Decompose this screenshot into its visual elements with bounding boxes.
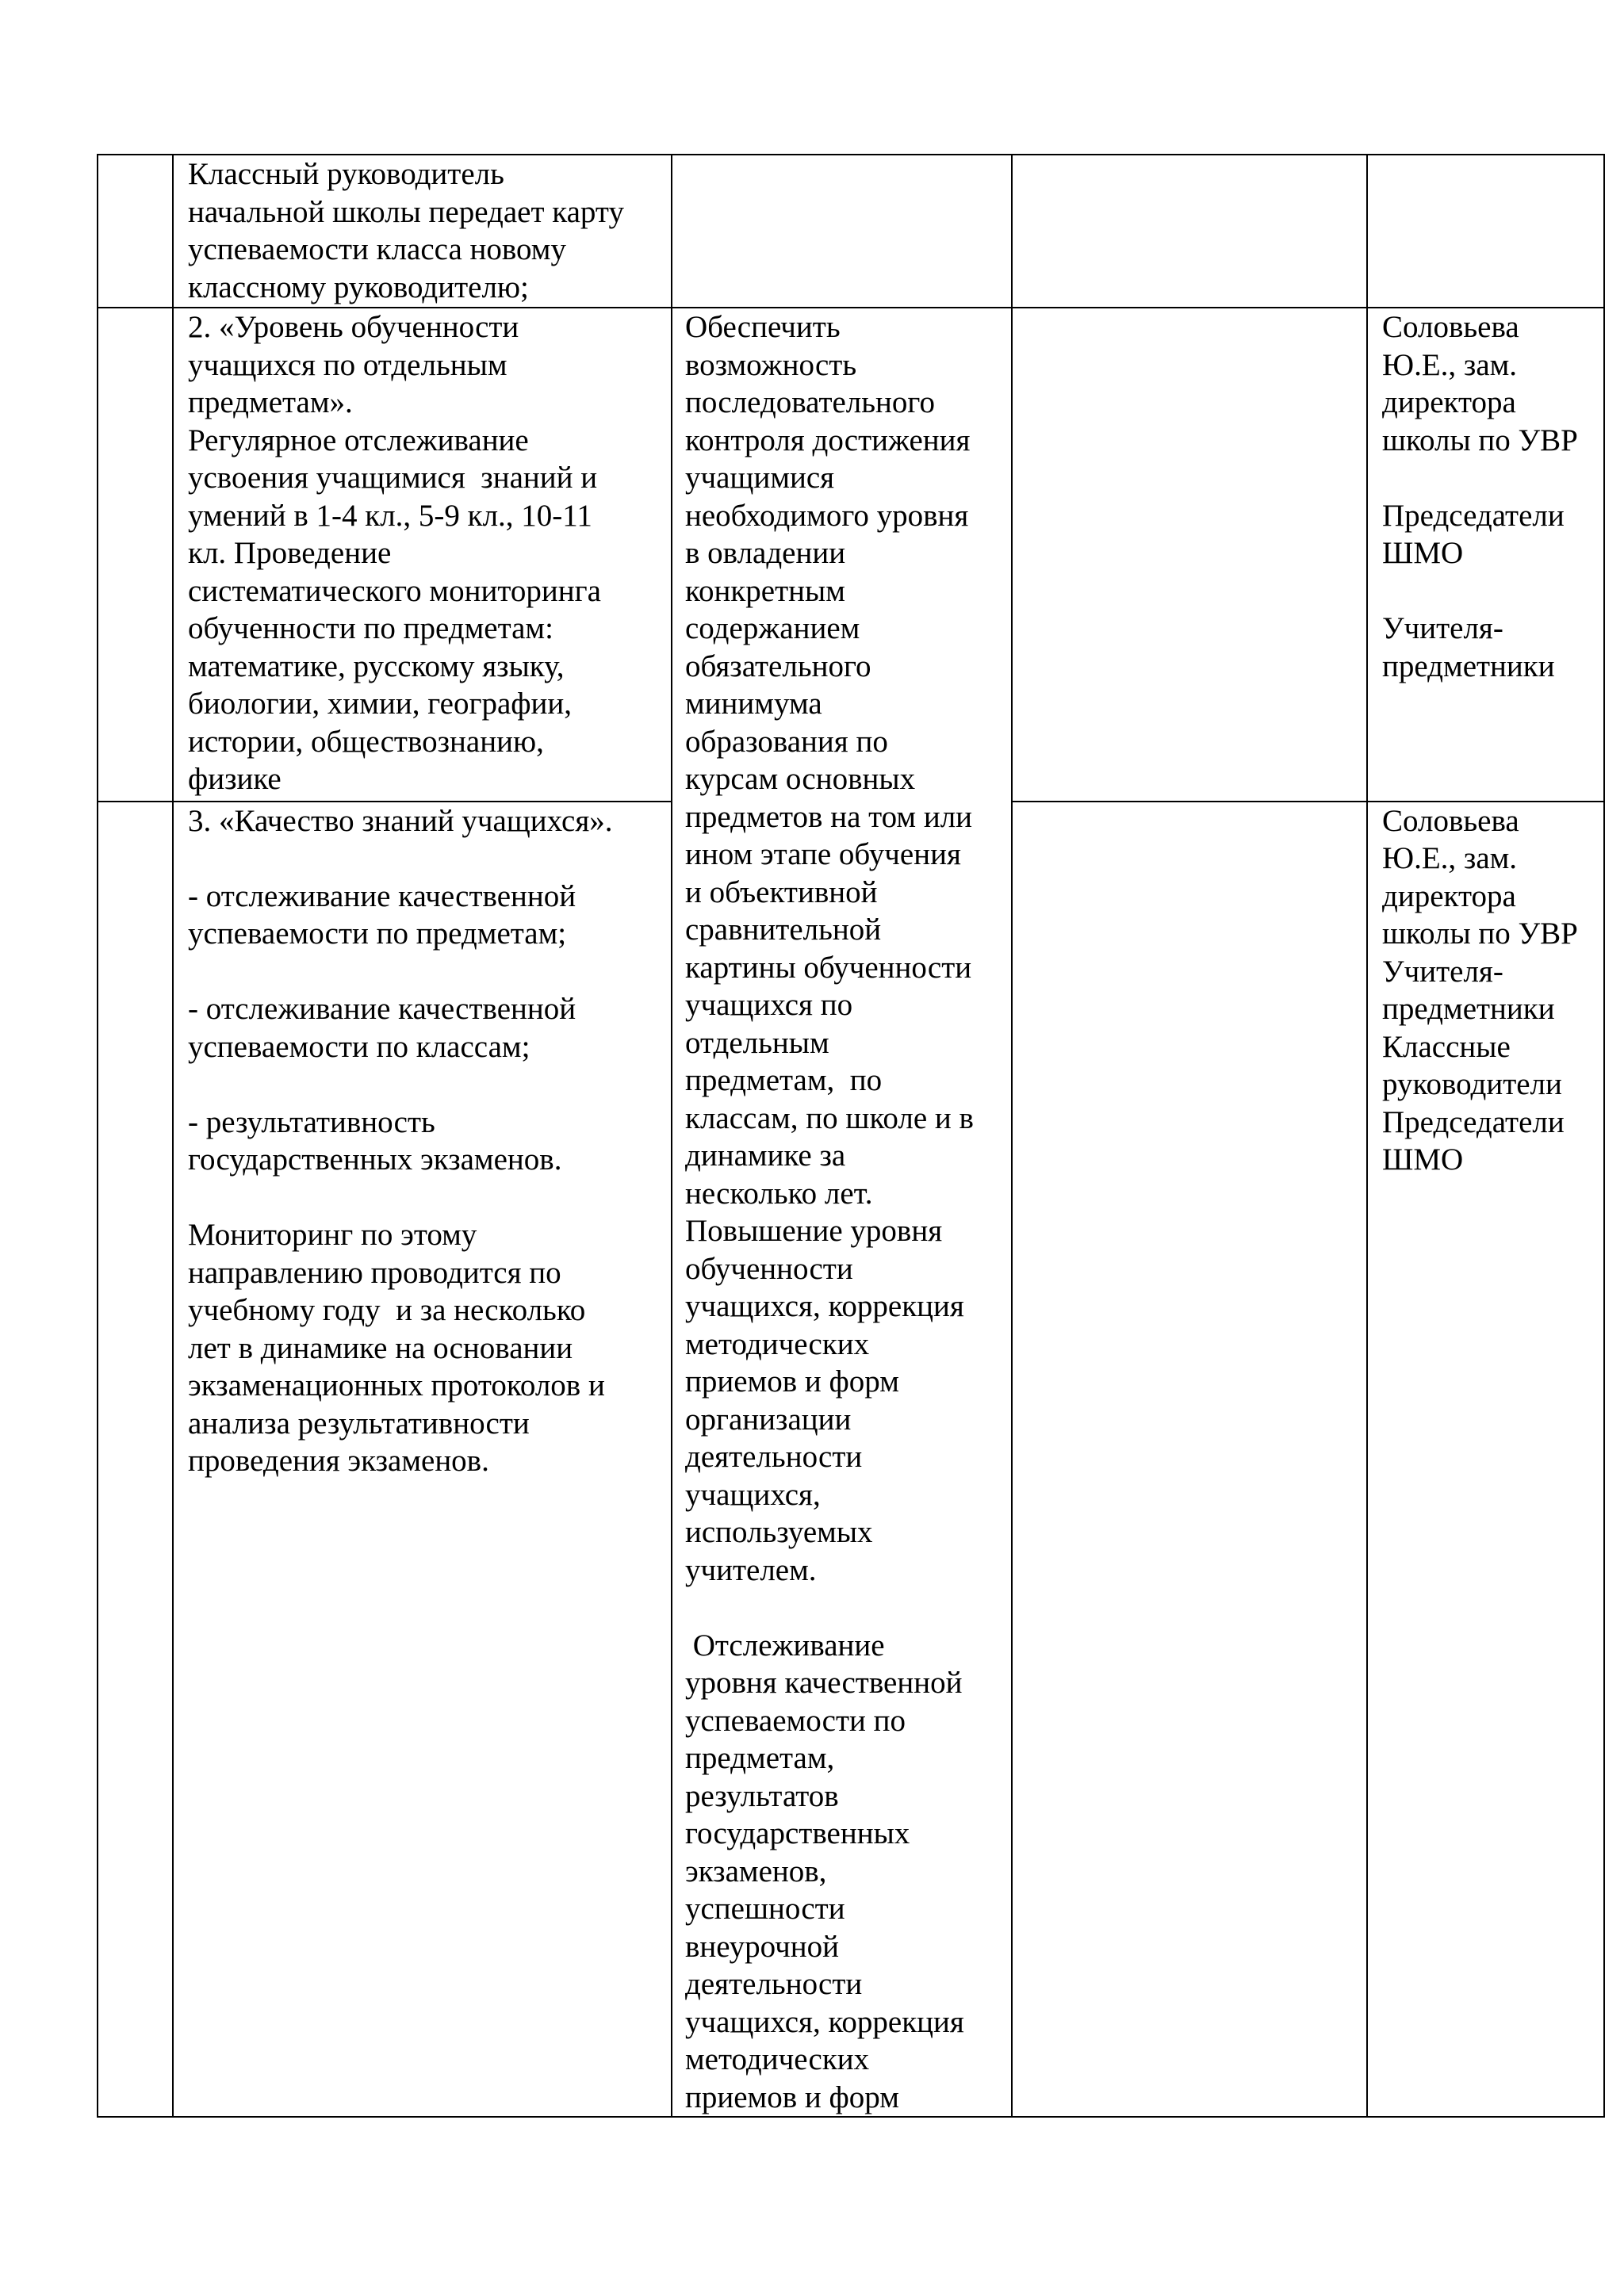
text-line: обязательного <box>685 649 871 683</box>
text-line: предметам». <box>188 385 353 419</box>
row-number-cell <box>98 155 173 308</box>
text-line: Мониторинг по этому <box>188 1218 477 1253</box>
text-line: - отслеживание качественной <box>188 878 576 913</box>
text-line: конкретным <box>685 573 845 608</box>
text-line: деятельности <box>685 1967 863 2001</box>
text-line: приемов и форм <box>685 2080 899 2114</box>
text-line: отдельным <box>685 1025 829 1060</box>
responsible-cell <box>1367 308 1604 802</box>
text-line: уровня качественной <box>685 1666 963 1700</box>
text-line: проведения экзаменов. <box>188 1444 489 1479</box>
text-line: школы по УВР <box>1382 916 1578 951</box>
text-line: учащихся по отдельным <box>188 347 508 382</box>
row-number-cell <box>98 802 173 2117</box>
text-line: последовательного <box>685 385 935 419</box>
text-line: образования по <box>685 724 888 759</box>
text-line: предметники <box>1382 649 1555 683</box>
text-line: предметники <box>1382 992 1555 1027</box>
timing-cell <box>1012 802 1367 2117</box>
text-line: 2. «Уровень обученности <box>188 310 519 344</box>
text-line: умений в 1-4 кл., 5-9 кл., 10-11 <box>188 498 592 533</box>
text-line: Повышение уровня <box>685 1214 943 1248</box>
monitoring-table <box>97 154 1605 2118</box>
text-line: динамике за <box>685 1138 846 1173</box>
text-line: Классный руководитель <box>188 157 504 191</box>
text-line: организации <box>685 1402 852 1437</box>
text-line: Регулярное отслеживание <box>188 423 529 457</box>
text-line: несколько лет. <box>685 1176 873 1211</box>
timing-cell <box>1012 155 1367 308</box>
text-line: Учителя- <box>1382 611 1503 645</box>
text-line: государственных экзаменов. <box>188 1142 562 1177</box>
text-line: кл. Проведение <box>188 536 392 570</box>
blank-line <box>188 840 661 878</box>
row-number-cell <box>98 308 173 802</box>
text-line: успеваемости класса новому <box>188 232 566 266</box>
text-line: успеваемости по <box>685 1703 906 1738</box>
text-line: директора <box>1382 385 1516 419</box>
blank-line <box>1382 572 1597 610</box>
text-line: анализа результативности <box>188 1406 530 1441</box>
activity-cell <box>173 155 672 308</box>
text-line: используемых <box>685 1515 873 1549</box>
activity-cell <box>173 308 672 802</box>
text-line: обученности по предметам: <box>188 611 553 645</box>
blank-line <box>188 1179 661 1217</box>
goal-cell-merged <box>672 308 1012 2117</box>
text-line: предметам, по <box>685 1063 883 1097</box>
text-line: истории, обществознанию, <box>188 724 544 759</box>
table-row <box>98 155 1604 308</box>
text-line: предметам, <box>685 1741 835 1775</box>
text-line: учебному году и за несколько <box>188 1293 586 1328</box>
goal-cell <box>672 155 1012 308</box>
text-line: классному руководителю; <box>188 270 529 304</box>
text-line: Ю.Е., зам. <box>1382 347 1518 382</box>
text-line: курсам основных <box>685 762 916 796</box>
text-line: математике, русскому языку, <box>188 649 565 683</box>
text-line: обученности <box>685 1251 853 1286</box>
text-line: в овладении <box>685 536 846 570</box>
blank-line <box>188 1066 661 1104</box>
timing-cell <box>1012 308 1367 802</box>
text-line: возможность <box>685 347 857 382</box>
blank-line <box>1382 459 1597 497</box>
text-line: ШМО <box>1382 536 1464 570</box>
text-line: Председатели <box>1382 498 1565 533</box>
text-line: ином этапе обучения <box>685 837 961 871</box>
text-line: успеваемости по классам; <box>188 1029 530 1064</box>
text-line: направлению проводится по <box>188 1255 561 1290</box>
text-line: экзаменационных протоколов и <box>188 1368 605 1403</box>
text-line: директора <box>1382 878 1516 913</box>
text-line: биологии, химии, географии, <box>188 687 573 721</box>
text-line: внеурочной <box>685 1929 839 1964</box>
text-line: сравнительной <box>685 913 882 947</box>
responsible-cell <box>1367 802 1604 2117</box>
text-line: начальной школы передает карту <box>188 194 624 229</box>
text-line: Обеспечить <box>685 310 841 344</box>
blank-line <box>685 1589 1005 1627</box>
responsible-cell <box>1367 155 1604 308</box>
text-line: учащихся, коррекция <box>685 2004 964 2039</box>
text-line: Классные <box>1382 1029 1511 1064</box>
text-line: Ю.Е., зам. <box>1382 841 1518 876</box>
text-line: методических <box>685 2042 870 2076</box>
text-line: и объективной <box>685 874 878 909</box>
text-line: предметов на том или <box>685 799 973 834</box>
text-line: - результативность <box>188 1104 435 1139</box>
text-line: - отслеживание качественной <box>188 992 576 1027</box>
text-line: 3. «Качество знаний учащихся». <box>188 803 613 838</box>
table-row <box>98 308 1604 802</box>
text-line: учащимися <box>685 461 835 495</box>
text-line: Председатели <box>1382 1104 1565 1139</box>
text-line: картины обученности <box>685 950 972 985</box>
activity-cell <box>173 802 672 2117</box>
text-line: методических <box>685 1326 870 1361</box>
text-line: лет в динамике на основании <box>188 1330 573 1365</box>
text-line: учащихся по <box>685 988 853 1022</box>
text-line: успеваемости по предметам; <box>188 916 567 951</box>
text-line: Соловьева <box>1382 310 1519 344</box>
text-line: Соловьева <box>1382 803 1519 838</box>
text-line: минимума <box>685 687 822 721</box>
text-line: содержанием <box>685 611 860 645</box>
text-line: государственных <box>685 1816 910 1850</box>
text-line: учащихся, <box>685 1477 821 1512</box>
text-line: учащихся, коррекция <box>685 1289 964 1323</box>
text-line: физике <box>188 762 282 796</box>
blank-line <box>188 953 661 991</box>
text-line: экзаменов, <box>685 1854 827 1888</box>
text-line: приемов и форм <box>685 1364 899 1399</box>
text-line: Отслеживание <box>685 1628 885 1663</box>
text-line: школы по УВР <box>1382 423 1578 457</box>
text-line: руководители <box>1382 1067 1562 1102</box>
text-line: ШМО <box>1382 1142 1464 1177</box>
text-line: систематического мониторинга <box>188 573 601 608</box>
text-line: успешности <box>685 1892 845 1926</box>
text-line: Учителя- <box>1382 954 1503 989</box>
text-line: учителем. <box>685 1552 817 1587</box>
text-line: контроля достижения <box>685 423 971 457</box>
text-line: необходимого уровня <box>685 498 969 533</box>
text-line: деятельности <box>685 1440 863 1474</box>
text-line: результатов <box>685 1778 839 1813</box>
text-line: классам, по школе и в <box>685 1100 974 1135</box>
text-line: усвоения учащимися знаний и <box>188 461 598 495</box>
